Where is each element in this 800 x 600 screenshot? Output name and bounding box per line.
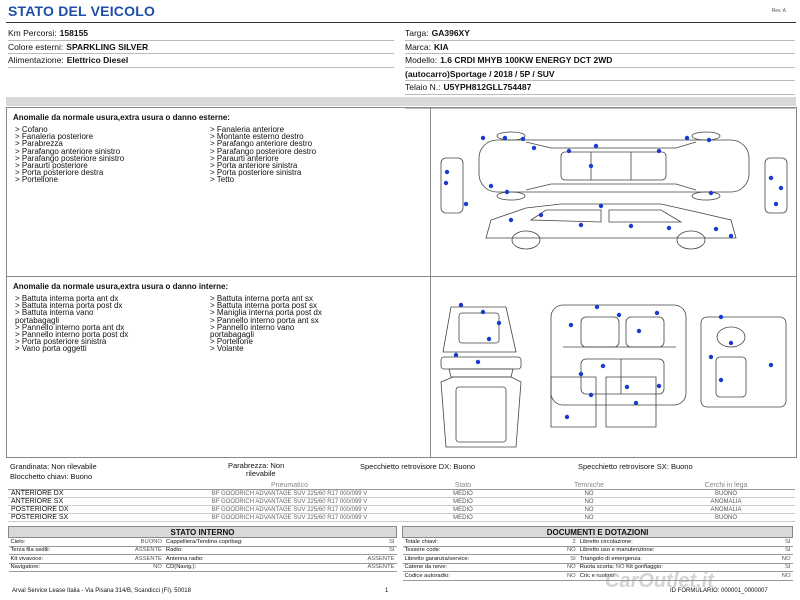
- fuel-row: [8, 54, 394, 68]
- hail-status: Grandinata: Non rilevabile: [10, 462, 97, 471]
- plate-row: [405, 27, 795, 41]
- table-row: [403, 572, 793, 581]
- external-damage-list-2: [210, 126, 316, 184]
- tyre-rims: BUONO: [657, 490, 795, 498]
- list-item: > Portellone: [15, 175, 58, 185]
- interior-status-table: [8, 526, 397, 572]
- car-interior-diagram: [431, 277, 796, 457]
- cell-value: SI: [332, 538, 397, 547]
- tyre-rims: BUONO: [657, 514, 795, 522]
- cell-label: Terza fila sedili:: [9, 546, 100, 555]
- list-item: > Parafango posteriore destro: [210, 146, 317, 156]
- cell-value: SI: [332, 546, 397, 555]
- external-damage-panel: [6, 107, 431, 277]
- km-row: [8, 27, 394, 41]
- cell-value: BUONO: [99, 538, 164, 547]
- cell-label: Libretto uso e manutenzione:: [578, 546, 765, 555]
- table-row: [9, 563, 397, 572]
- tyre-tech: NO: [521, 498, 657, 506]
- cell-label: Triangolo di emergenza:: [578, 555, 765, 564]
- spare-wheel-value: NO: [615, 564, 625, 571]
- cell-label: CD(Navig.):: [164, 563, 332, 572]
- brand-value: KIA: [433, 41, 449, 52]
- cell-value: NO: [550, 572, 577, 581]
- cell-value: SI: [765, 546, 792, 555]
- cell-value: 2: [550, 538, 577, 547]
- cell-value: ASSENTE: [332, 555, 397, 564]
- cell-label: Libretto garanzia/service:: [403, 555, 551, 564]
- cell-label: Tessere code:: [403, 546, 551, 555]
- list-item: > Vano porta oggetti: [15, 344, 87, 354]
- cell-value: NO: [550, 563, 577, 572]
- list-item: > Paraurti posteriore: [15, 161, 88, 171]
- list-item: > Pannello interno porta post dx: [15, 330, 129, 340]
- tyre-status: MEDIO: [405, 490, 521, 498]
- cell-label: Cric e ruotino:: [578, 572, 765, 581]
- cell-label: Cielo:: [9, 538, 100, 547]
- cell-label: Catene da neve:: [403, 563, 551, 572]
- cell-label: Libretto circolazione:: [578, 538, 765, 547]
- chassis-row: [405, 81, 795, 95]
- table-row: [8, 490, 795, 498]
- tyre-model: BF GOODRICH ADVANTAGE SUV 225/60 R17 000/099 V: [174, 498, 405, 506]
- tyre-rims: ANOMALIA: [657, 506, 795, 514]
- list-item: > Pannello interno porta ant sx: [210, 315, 319, 325]
- cell-value: NO: [99, 563, 164, 572]
- table-row: [403, 563, 793, 572]
- plate-value: GA396XY: [431, 28, 470, 38]
- tyre-position: ANTERIORE DX: [8, 490, 174, 498]
- revision-label: Rev. A: [771, 8, 786, 14]
- tyre-status: MEDIO: [405, 514, 521, 522]
- table-row: [8, 506, 795, 514]
- list-item: > Parafango posteriore sinistro: [15, 153, 125, 163]
- cell-label: Radio:: [164, 546, 332, 555]
- cell-value: ASSENTE: [332, 563, 397, 572]
- footer-doc-id: ID FORMULARIO: 000001_0000007: [670, 588, 768, 594]
- cell-label: Codice autoradio:: [403, 572, 551, 581]
- cell-value: NO: [550, 546, 577, 555]
- color-row: [8, 41, 394, 55]
- cell-value: SI: [550, 555, 577, 564]
- external-damage-list-1: [15, 126, 124, 184]
- external-diagram-panel: [430, 107, 797, 277]
- table-row: [9, 546, 397, 555]
- list-item: > Porta posteriore sinistra: [210, 168, 302, 178]
- interior-status-title: STATO INTERNO: [9, 527, 397, 538]
- documents-table: [402, 526, 793, 581]
- table-row: [8, 498, 795, 506]
- table-row: [403, 538, 793, 547]
- vehicle-info-left: [8, 27, 394, 68]
- section-separator-band: [6, 97, 796, 106]
- list-item: > Cofano: [15, 125, 48, 134]
- table-row: [9, 555, 397, 564]
- tech-header: Temniche: [521, 482, 657, 490]
- list-item: > Fanaleria posteriore: [15, 132, 94, 142]
- brand-label: Marca:: [405, 41, 431, 52]
- list-item: > Parafango anteriore sinistro: [15, 146, 121, 156]
- inflation-kit-label: Kit gonfiaggio:: [626, 564, 663, 571]
- fuel-label: Alimentazione:: [8, 55, 64, 66]
- brand-row: [405, 41, 795, 55]
- cell-value: NO: [765, 555, 792, 564]
- fuel-value: Elettrico Diesel: [66, 55, 129, 66]
- cell-label: Navigatore:: [9, 563, 100, 572]
- mirror-left-status: Specchietto retrovisore SX: Buono: [578, 462, 693, 471]
- tyre-model: BF GOODRICH ADVANTAGE SUV 225/60 R17 000/099 V: [174, 490, 405, 498]
- page-title: STATO DEL VEICOLO: [8, 3, 156, 19]
- tyres-header-row: [8, 482, 795, 490]
- km-value: 158155: [59, 28, 89, 38]
- cell-value: NO: [765, 572, 792, 581]
- watermark: CarOutlet.it: [605, 570, 714, 592]
- cell-value: SI: [765, 538, 792, 547]
- chassis-value: U5YPH812GLL754487: [443, 82, 532, 93]
- cell-label: Kit vivavoce:: [9, 555, 100, 564]
- cell-value: ASSENTE: [99, 546, 164, 555]
- list-item: > Parafango anteriore destro: [210, 139, 313, 149]
- list-item: > Battuta interna porta ant sx: [210, 294, 313, 303]
- color-label: Colore esterni:: [8, 41, 64, 52]
- tyre-model: BF GOODRICH ADVANTAGE SUV 225/60 R17 000/099 V: [174, 514, 405, 522]
- list-item: > Porta anteriore sinistra: [210, 161, 298, 171]
- km-label: Km Percorsi:: [8, 28, 57, 38]
- internal-damage-list-1: [15, 295, 128, 353]
- internal-damage-title: Anomalie da normale usura,extra usura o danno interne:: [13, 282, 229, 291]
- list-item: > Montante esterno destro: [210, 132, 304, 142]
- footer-page-number: 1: [385, 588, 389, 594]
- table-row: [403, 546, 793, 555]
- list-item: > Portellone: [210, 337, 253, 347]
- model-row: [405, 54, 795, 68]
- tyre-status: MEDIO: [405, 498, 521, 506]
- list-item: > Porta posteriore sinistra: [15, 337, 107, 347]
- documents-title: DOCUMENTI E DOTAZIONI: [403, 527, 793, 538]
- tyre-rims: ANOMALIA: [657, 498, 795, 506]
- list-item: > Fanaleria anteriore: [210, 125, 285, 134]
- windshield-status: [228, 462, 284, 478]
- plate-label: Targa:: [405, 28, 429, 38]
- mirror-right-status: Specchietto retrovisore DX: Buono: [360, 462, 476, 471]
- tyre-status: MEDIO: [405, 506, 521, 514]
- table-row: [8, 514, 795, 522]
- car-exterior-diagram: [431, 108, 796, 276]
- list-item: > Parabrezza: [15, 139, 63, 149]
- documents-header: [403, 527, 793, 538]
- model-value: 1.6 CRDI MHYB 100KW ENERGY DCT 2WD: [440, 55, 613, 66]
- external-damage-title: Anomalie da normale usura,extra usura o danno esterne:: [13, 113, 230, 122]
- color-value: SPARKLING SILVER: [66, 41, 149, 52]
- title-divider: [6, 22, 796, 23]
- list-item: portabagagli: [210, 330, 255, 340]
- table-row: [9, 538, 397, 547]
- key-lock-status: Blocchetto chiavi: Buono: [10, 472, 93, 481]
- list-item: > Paraurti anteriore: [210, 153, 279, 163]
- list-item: > Maniglia interna porta post dx: [210, 308, 322, 318]
- cell-value: ASSENTE: [99, 555, 164, 564]
- list-item: portabagagli: [15, 315, 60, 325]
- cell-value: SI: [765, 563, 792, 572]
- tyres-table: [8, 482, 795, 522]
- list-item: > Battuta interna porta post dx: [15, 301, 123, 311]
- tyre-tech: NO: [521, 514, 657, 522]
- list-item: > Volante: [210, 344, 244, 354]
- cell-label: Totale chiavi:: [403, 538, 551, 547]
- windshield-label: Parabrezza: Non: [228, 461, 285, 470]
- model-label: Modello:: [405, 55, 438, 66]
- footer-company: Arval Service Lease Italia - Via Pisana 314/B, Scandicci (FI), 50018: [12, 588, 191, 594]
- table-row: [403, 555, 793, 564]
- cell-label: Cappelliera/Tendina copribag:: [164, 538, 332, 547]
- chassis-label: Telaio N.:: [405, 82, 441, 93]
- rims-header: Cerchi in lega: [657, 482, 795, 490]
- list-item: > Battuta interna porta ant dx: [15, 294, 119, 303]
- model-value-2: (autocarro)Sportage / 2018 / 5P / SUV: [405, 68, 555, 79]
- tyre-model: BF GOODRICH ADVANTAGE SUV 225/60 R17 000/099 V: [174, 506, 405, 514]
- tyre-header: Pneumatico: [174, 482, 405, 490]
- list-item: > Battuta interna vano: [15, 308, 94, 318]
- list-item: > Pannello interno vano: [210, 322, 295, 332]
- tyre-position: POSTERIORE DX: [8, 506, 174, 514]
- tyre-tech: NO: [521, 490, 657, 498]
- status-header: Stato: [405, 482, 521, 490]
- list-item: > Battuta interna porta post sx: [210, 301, 317, 311]
- interior-status-header: [9, 527, 397, 538]
- tyre-position: POSTERIORE SX: [8, 514, 174, 522]
- spare-wheel-label: Ruota scorta:: [579, 564, 615, 571]
- internal-damage-list-2: [210, 295, 322, 353]
- windshield-value: rilevabile: [246, 469, 276, 478]
- list-item: > Tetto: [210, 175, 235, 185]
- tyre-position: ANTERIORE SX: [8, 498, 174, 506]
- tyre-tech: NO: [521, 506, 657, 514]
- internal-damage-panel: [6, 276, 431, 458]
- list-item: > Porta posteriore destra: [15, 168, 104, 178]
- list-item: > Pannello interno porta ant dx: [15, 322, 125, 332]
- internal-diagram-panel: [430, 276, 797, 458]
- cell-label: Antenna radio:: [164, 555, 332, 564]
- model-row-2: [405, 68, 795, 82]
